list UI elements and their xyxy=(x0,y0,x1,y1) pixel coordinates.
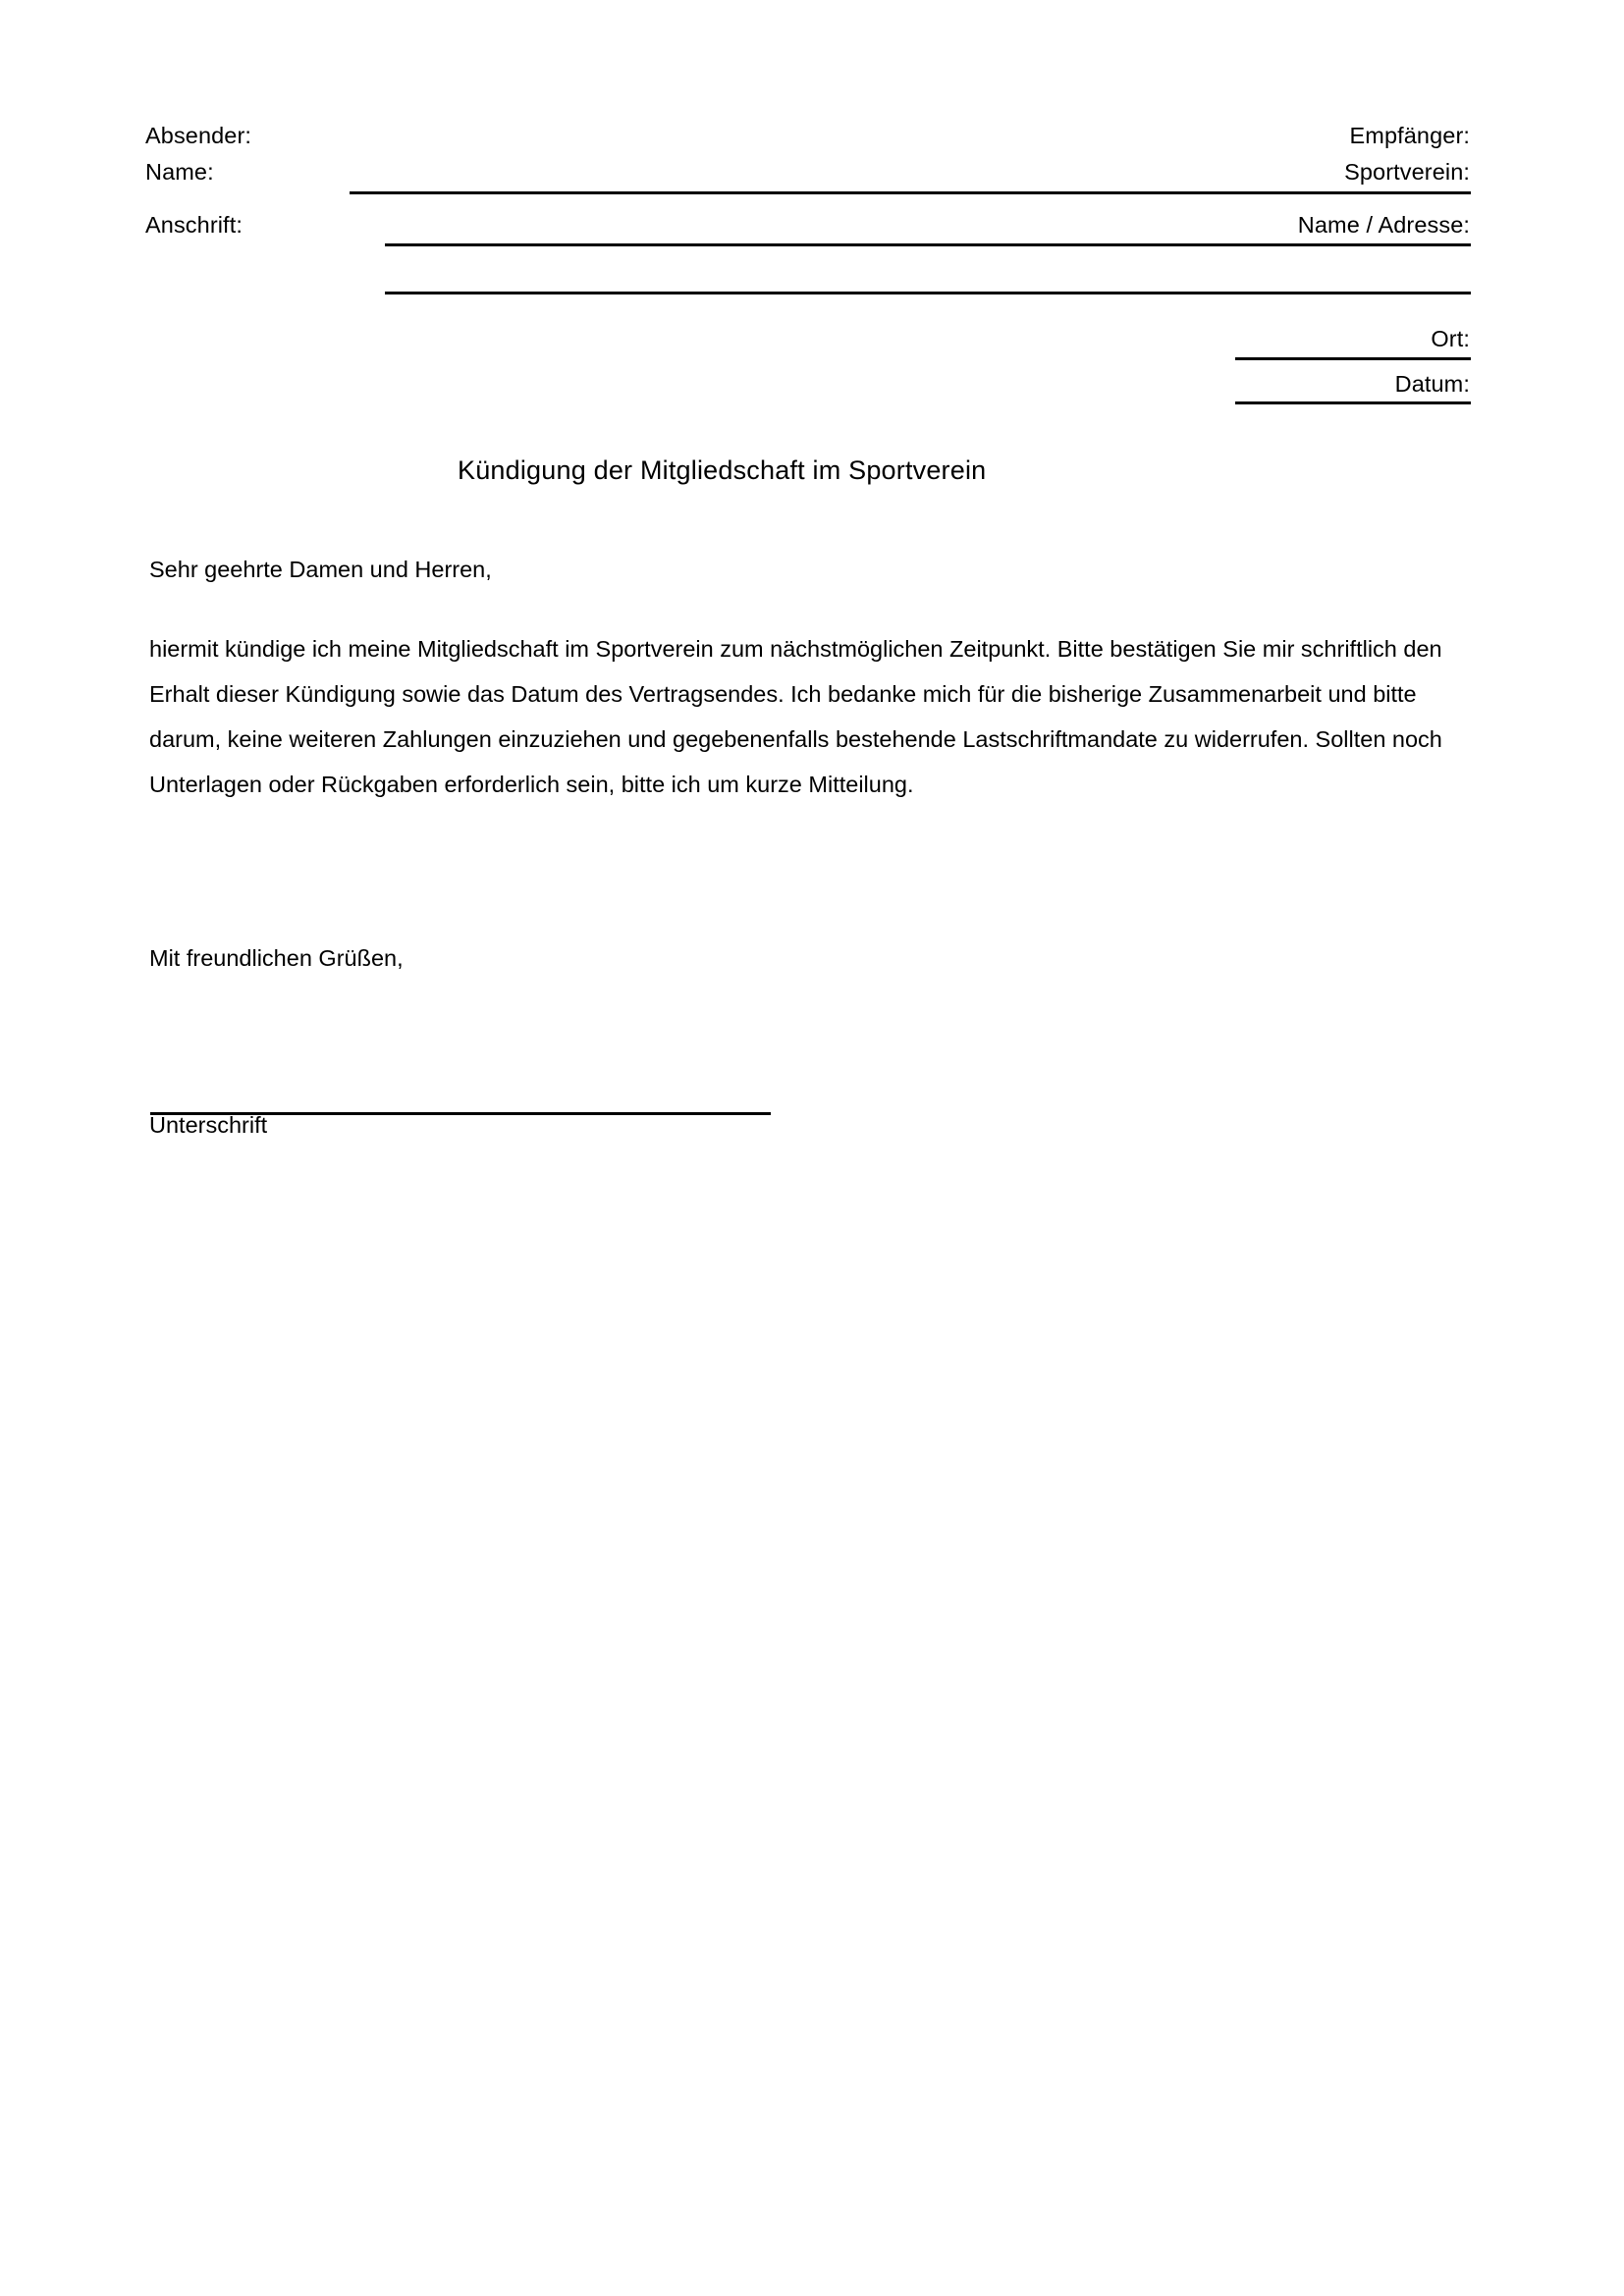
sender-heading: Absender: xyxy=(145,123,252,148)
sender-name-label: Name: xyxy=(145,159,214,185)
recipient-club-label: Sportverein: xyxy=(1344,159,1470,185)
date-fill-line[interactable] xyxy=(1235,401,1471,404)
salutation: Sehr geehrte Damen und Herren, xyxy=(149,557,492,582)
address-fill-line-1[interactable] xyxy=(385,243,1471,246)
name-fill-line[interactable] xyxy=(350,191,1471,194)
place-label: Ort: xyxy=(1431,326,1470,351)
letter-body: hiermit kündige ich meine Mitgliedschaft im Sportverein zum nächstmöglichen Zeitpunkt. Bitte bestätigen Sie mir schriftlich den Erhalt dieser Kündigung sowie das Datum des Vertragsendes. Ich bedanke mich für die bisherige Zusammenarbeit und bitte darum, keine weiteren Zahlungen einzuziehen und gegebenenfalls bestehende Lastschriftmandate zu widerrufen. Sollten noch Unterlagen oder Rückgaben erforderlich sein, bitte ich um kurze Mitteilung. xyxy=(149,636,1442,797)
recipient-heading: Empfänger: xyxy=(1349,123,1470,148)
signature-label: Unterschrift xyxy=(149,1112,268,1138)
recipient-name-address-label: Name / Adresse: xyxy=(1297,212,1470,238)
address-fill-line-2[interactable] xyxy=(385,292,1471,294)
place-fill-line[interactable] xyxy=(1235,357,1471,360)
page-title: Kündigung der Mitgliedschaft im Sportverein xyxy=(458,455,987,485)
sender-address-label: Anschrift: xyxy=(145,212,243,238)
date-label: Datum: xyxy=(1394,371,1470,397)
closing-greeting: Mit freundlichen Grüßen, xyxy=(149,945,404,971)
